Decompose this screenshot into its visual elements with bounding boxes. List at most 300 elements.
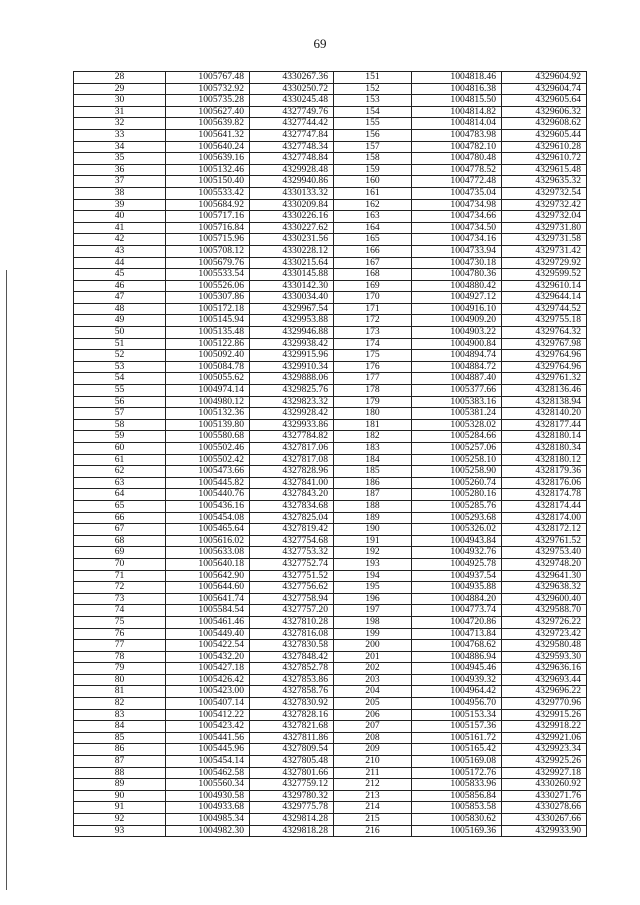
point-number-cell: 155: [334, 118, 412, 130]
x-coordinate-cell: 1005473.66: [166, 466, 250, 478]
x-coordinate-cell: 1005616.02: [166, 535, 250, 547]
point-number-cell: 36: [74, 164, 166, 176]
point-number-cell: 187: [334, 489, 412, 501]
point-number-cell: 201: [334, 651, 412, 663]
x-coordinate-cell: 1005462.58: [166, 767, 250, 779]
x-coordinate-cell: 1005153.34: [412, 709, 502, 721]
table-row: [74, 500, 587, 512]
x-coordinate-cell: 1004783.98: [412, 129, 502, 141]
y-coordinate-cell: 4329635.32: [502, 176, 587, 188]
x-coordinate-cell: 1004772.48: [412, 176, 502, 188]
table-row: [74, 350, 587, 362]
point-number-cell: 170: [334, 292, 412, 304]
point-number-cell: 172: [334, 315, 412, 327]
table-row: [74, 431, 587, 443]
table-row: [74, 628, 587, 640]
point-number-cell: 167: [334, 257, 412, 269]
x-coordinate-cell: 1004814.82: [412, 106, 502, 118]
point-number-cell: 198: [334, 616, 412, 628]
x-coordinate-cell: 1004778.52: [412, 164, 502, 176]
point-number-cell: 202: [334, 663, 412, 675]
y-coordinate-cell: 4329604.92: [502, 72, 587, 84]
point-number-cell: 58: [74, 419, 166, 431]
page-number: 69: [313, 36, 327, 51]
point-number-cell: 54: [74, 373, 166, 385]
point-number-cell: 184: [334, 454, 412, 466]
y-coordinate-cell: 4329605.44: [502, 129, 587, 141]
point-number-cell: 46: [74, 280, 166, 292]
y-coordinate-cell: 4328174.78: [502, 489, 587, 501]
x-coordinate-cell: 1005502.46: [166, 443, 250, 455]
x-coordinate-cell: 1005533.54: [166, 269, 250, 281]
x-coordinate-cell: 1005381.24: [412, 408, 502, 420]
x-coordinate-cell: 1005639.82: [166, 118, 250, 130]
y-coordinate-cell: 4329696.22: [502, 686, 587, 698]
point-number-cell: 214: [334, 802, 412, 814]
point-number-cell: 176: [334, 361, 412, 373]
y-coordinate-cell: 4329764.96: [502, 350, 587, 362]
point-number-cell: 194: [334, 570, 412, 582]
y-coordinate-cell: 4329921.06: [502, 732, 587, 744]
x-coordinate-cell: 1004974.14: [166, 385, 250, 397]
point-number-cell: 152: [334, 83, 412, 95]
x-coordinate-cell: 1005161.72: [412, 732, 502, 744]
y-coordinate-cell: 4328174.00: [502, 512, 587, 524]
y-coordinate-cell: 4329775.78: [250, 802, 334, 814]
x-coordinate-cell: 1005708.12: [166, 245, 250, 257]
table-row: [74, 129, 587, 141]
y-coordinate-cell: 4330267.36: [250, 72, 334, 84]
x-coordinate-cell: 1005422.54: [166, 640, 250, 652]
point-number-cell: 78: [74, 651, 166, 663]
table-row: [74, 280, 587, 292]
point-number-cell: 77: [74, 640, 166, 652]
point-number-cell: 165: [334, 234, 412, 246]
y-coordinate-cell: 4329780.32: [250, 790, 334, 802]
point-number-cell: 177: [334, 373, 412, 385]
point-number-cell: 49: [74, 315, 166, 327]
x-coordinate-cell: 1005293.68: [412, 512, 502, 524]
x-coordinate-cell: 1005284.66: [412, 431, 502, 443]
coordinates-table: [73, 71, 587, 837]
point-number-cell: 206: [334, 709, 412, 721]
x-coordinate-cell: 1005169.08: [412, 756, 502, 768]
table-row: [74, 187, 587, 199]
x-coordinate-cell: 1005326.02: [412, 524, 502, 536]
table-row: [74, 338, 587, 350]
y-coordinate-cell: 4329731.58: [502, 234, 587, 246]
x-coordinate-cell: 1004780.48: [412, 153, 502, 165]
y-coordinate-cell: 4327757.20: [250, 605, 334, 617]
point-number-cell: 28: [74, 72, 166, 84]
y-coordinate-cell: 4330250.72: [250, 83, 334, 95]
point-number-cell: 173: [334, 327, 412, 339]
point-number-cell: 55: [74, 385, 166, 397]
x-coordinate-cell: 1005642.90: [166, 570, 250, 582]
x-coordinate-cell: 1005641.32: [166, 129, 250, 141]
x-coordinate-cell: 1005449.40: [166, 628, 250, 640]
point-number-cell: 59: [74, 431, 166, 443]
y-coordinate-cell: 4328180.14: [502, 431, 587, 443]
x-coordinate-cell: 1005055.62: [166, 373, 250, 385]
y-coordinate-cell: 4329764.96: [502, 361, 587, 373]
y-coordinate-cell: 4329946.88: [250, 327, 334, 339]
table-row: [74, 558, 587, 570]
y-coordinate-cell: 4327756.62: [250, 582, 334, 594]
table-row: [74, 535, 587, 547]
point-number-cell: 40: [74, 211, 166, 223]
table-row: [74, 211, 587, 223]
point-number-cell: 66: [74, 512, 166, 524]
point-number-cell: 169: [334, 280, 412, 292]
x-coordinate-cell: 1004894.74: [412, 350, 502, 362]
y-coordinate-cell: 4329933.86: [250, 419, 334, 431]
table-row: [74, 779, 587, 791]
table-row: [74, 385, 587, 397]
point-number-cell: 31: [74, 106, 166, 118]
x-coordinate-cell: 1004903.22: [412, 327, 502, 339]
point-number-cell: 203: [334, 674, 412, 686]
point-number-cell: 156: [334, 129, 412, 141]
x-coordinate-cell: 1004956.70: [412, 698, 502, 710]
y-coordinate-cell: 4329761.52: [502, 535, 587, 547]
x-coordinate-cell: 1004816.38: [412, 83, 502, 95]
table-row: [74, 373, 587, 385]
table-row: [74, 605, 587, 617]
x-coordinate-cell: 1004734.98: [412, 199, 502, 211]
y-coordinate-cell: 4330034.40: [250, 292, 334, 304]
x-coordinate-cell: 1005169.36: [412, 825, 502, 837]
y-coordinate-cell: 4329641.30: [502, 570, 587, 582]
x-coordinate-cell: 1004818.46: [412, 72, 502, 84]
y-coordinate-cell: 4329818.28: [250, 825, 334, 837]
x-coordinate-cell: 1004713.84: [412, 628, 502, 640]
point-number-cell: 61: [74, 454, 166, 466]
y-coordinate-cell: 4328177.44: [502, 419, 587, 431]
table-row: [74, 83, 587, 95]
x-coordinate-cell: 1005461.46: [166, 616, 250, 628]
y-coordinate-cell: 4330145.88: [250, 269, 334, 281]
y-coordinate-cell: 4327828.16: [250, 709, 334, 721]
point-number-cell: 171: [334, 303, 412, 315]
point-number-cell: 207: [334, 721, 412, 733]
y-coordinate-cell: 4328140.20: [502, 408, 587, 420]
x-coordinate-cell: 1004916.10: [412, 303, 502, 315]
table-row: [74, 72, 587, 84]
y-coordinate-cell: 4329967.54: [250, 303, 334, 315]
y-coordinate-cell: 4330271.76: [502, 790, 587, 802]
y-coordinate-cell: 4327830.58: [250, 640, 334, 652]
x-coordinate-cell: 1005260.74: [412, 477, 502, 489]
point-number-cell: 92: [74, 814, 166, 826]
x-coordinate-cell: 1005584.54: [166, 605, 250, 617]
y-coordinate-cell: 4328179.36: [502, 466, 587, 478]
y-coordinate-cell: 4329938.42: [250, 338, 334, 350]
point-number-cell: 86: [74, 744, 166, 756]
point-number-cell: 83: [74, 709, 166, 721]
table-row: [74, 327, 587, 339]
x-coordinate-cell: 1005465.64: [166, 524, 250, 536]
x-coordinate-cell: 1004937.54: [412, 570, 502, 582]
y-coordinate-cell: 4327754.68: [250, 535, 334, 547]
x-coordinate-cell: 1004982.30: [166, 825, 250, 837]
y-coordinate-cell: 4329933.90: [502, 825, 587, 837]
table-row: [74, 732, 587, 744]
point-number-cell: 163: [334, 211, 412, 223]
y-coordinate-cell: 4329604.74: [502, 83, 587, 95]
y-coordinate-cell: 4329925.26: [502, 756, 587, 768]
y-coordinate-cell: 4327819.42: [250, 524, 334, 536]
y-coordinate-cell: 4327759.12: [250, 779, 334, 791]
point-number-cell: 52: [74, 350, 166, 362]
x-coordinate-cell: 1005502.42: [166, 454, 250, 466]
point-number-cell: 72: [74, 582, 166, 594]
point-number-cell: 168: [334, 269, 412, 281]
x-coordinate-cell: 1005258.90: [412, 466, 502, 478]
point-number-cell: 158: [334, 153, 412, 165]
point-number-cell: 93: [74, 825, 166, 837]
point-number-cell: 30: [74, 95, 166, 107]
point-number-cell: 84: [74, 721, 166, 733]
y-coordinate-cell: 4329599.52: [502, 269, 587, 281]
point-number-cell: 157: [334, 141, 412, 153]
y-coordinate-cell: 4328180.34: [502, 443, 587, 455]
y-coordinate-cell: 4328136.46: [502, 385, 587, 397]
y-coordinate-cell: 4328172.12: [502, 524, 587, 536]
table-row: [74, 802, 587, 814]
y-coordinate-cell: 4327811.86: [250, 732, 334, 744]
y-coordinate-cell: 4328174.44: [502, 500, 587, 512]
x-coordinate-cell: 1005132.46: [166, 164, 250, 176]
point-number-cell: 81: [74, 686, 166, 698]
x-coordinate-cell: 1004884.72: [412, 361, 502, 373]
point-number-cell: 56: [74, 396, 166, 408]
point-number-cell: 192: [334, 547, 412, 559]
y-coordinate-cell: 4330215.64: [250, 257, 334, 269]
y-coordinate-cell: 4329910.34: [250, 361, 334, 373]
x-coordinate-cell: 1005767.48: [166, 72, 250, 84]
point-number-cell: 32: [74, 118, 166, 130]
x-coordinate-cell: 1005856.84: [412, 790, 502, 802]
point-number-cell: 85: [74, 732, 166, 744]
y-coordinate-cell: 4327747.84: [250, 129, 334, 141]
point-number-cell: 42: [74, 234, 166, 246]
point-number-cell: 37: [74, 176, 166, 188]
point-number-cell: 68: [74, 535, 166, 547]
table-row: [74, 756, 587, 768]
table-row: [74, 408, 587, 420]
table-row: [74, 593, 587, 605]
x-coordinate-cell: 1005150.40: [166, 176, 250, 188]
point-number-cell: 185: [334, 466, 412, 478]
point-number-cell: 210: [334, 756, 412, 768]
point-number-cell: 216: [334, 825, 412, 837]
point-number-cell: 191: [334, 535, 412, 547]
x-coordinate-cell: 1005280.16: [412, 489, 502, 501]
x-coordinate-cell: 1004935.88: [412, 582, 502, 594]
y-coordinate-cell: 4327801.66: [250, 767, 334, 779]
y-coordinate-cell: 4329731.42: [502, 245, 587, 257]
y-coordinate-cell: 4327753.32: [250, 547, 334, 559]
point-number-cell: 182: [334, 431, 412, 443]
y-coordinate-cell: 4329928.48: [250, 164, 334, 176]
x-coordinate-cell: 1004773.74: [412, 605, 502, 617]
point-number-cell: 160: [334, 176, 412, 188]
x-coordinate-cell: 1005454.08: [166, 512, 250, 524]
point-number-cell: 79: [74, 663, 166, 675]
table-row: [74, 222, 587, 234]
point-number-cell: 60: [74, 443, 166, 455]
point-number-cell: 33: [74, 129, 166, 141]
point-number-cell: 76: [74, 628, 166, 640]
point-number-cell: 88: [74, 767, 166, 779]
x-coordinate-cell: 1005644.60: [166, 582, 250, 594]
x-coordinate-cell: 1005715.96: [166, 234, 250, 246]
point-number-cell: 200: [334, 640, 412, 652]
y-coordinate-cell: 4327821.68: [250, 721, 334, 733]
y-coordinate-cell: 4329615.48: [502, 164, 587, 176]
y-coordinate-cell: 4330209.84: [250, 199, 334, 211]
y-coordinate-cell: 4329915.26: [502, 709, 587, 721]
table-row: [74, 512, 587, 524]
x-coordinate-cell: 1005377.66: [412, 385, 502, 397]
table-row: [74, 245, 587, 257]
x-coordinate-cell: 1005560.34: [166, 779, 250, 791]
y-coordinate-cell: 4329693.44: [502, 674, 587, 686]
point-number-cell: 47: [74, 292, 166, 304]
point-number-cell: 80: [74, 674, 166, 686]
point-number-cell: 64: [74, 489, 166, 501]
x-coordinate-cell: 1005307.86: [166, 292, 250, 304]
y-coordinate-cell: 4327848.42: [250, 651, 334, 663]
x-coordinate-cell: 1005139.80: [166, 419, 250, 431]
y-coordinate-cell: 4329580.48: [502, 640, 587, 652]
y-coordinate-cell: 4329940.86: [250, 176, 334, 188]
y-coordinate-cell: 4329731.80: [502, 222, 587, 234]
point-number-cell: 69: [74, 547, 166, 559]
point-number-cell: 57: [74, 408, 166, 420]
x-coordinate-cell: 1005641.74: [166, 593, 250, 605]
table-row: [74, 709, 587, 721]
table-row: [74, 790, 587, 802]
point-number-cell: 45: [74, 269, 166, 281]
x-coordinate-cell: 1005427.18: [166, 663, 250, 675]
point-number-cell: 215: [334, 814, 412, 826]
point-number-cell: 53: [74, 361, 166, 373]
table-row: [74, 234, 587, 246]
x-coordinate-cell: 1004734.50: [412, 222, 502, 234]
table-row: [74, 767, 587, 779]
table-row: [74, 524, 587, 536]
y-coordinate-cell: 4327805.48: [250, 756, 334, 768]
x-coordinate-cell: 1005084.78: [166, 361, 250, 373]
y-coordinate-cell: 4329588.70: [502, 605, 587, 617]
table-row: [74, 466, 587, 478]
y-coordinate-cell: 4329814.28: [250, 814, 334, 826]
table-row: [74, 698, 587, 710]
y-coordinate-cell: 4330260.92: [502, 779, 587, 791]
x-coordinate-cell: 1005640.24: [166, 141, 250, 153]
y-coordinate-cell: 4327744.42: [250, 118, 334, 130]
x-coordinate-cell: 1005426.42: [166, 674, 250, 686]
point-number-cell: 175: [334, 350, 412, 362]
point-number-cell: 199: [334, 628, 412, 640]
y-coordinate-cell: 4329753.40: [502, 547, 587, 559]
x-coordinate-cell: 1005732.92: [166, 83, 250, 95]
point-number-cell: 89: [74, 779, 166, 791]
y-coordinate-cell: 4330142.30: [250, 280, 334, 292]
y-coordinate-cell: 4329638.32: [502, 582, 587, 594]
y-coordinate-cell: 4329593.30: [502, 651, 587, 663]
page-edge-rule: [6, 270, 7, 890]
y-coordinate-cell: 4327751.52: [250, 570, 334, 582]
x-coordinate-cell: 1005716.84: [166, 222, 250, 234]
table-row: [74, 106, 587, 118]
y-coordinate-cell: 4327810.28: [250, 616, 334, 628]
y-coordinate-cell: 4330228.12: [250, 245, 334, 257]
y-coordinate-cell: 4329644.14: [502, 292, 587, 304]
x-coordinate-cell: 1005633.08: [166, 547, 250, 559]
point-number-cell: 74: [74, 605, 166, 617]
point-number-cell: 179: [334, 396, 412, 408]
point-number-cell: 162: [334, 199, 412, 211]
x-coordinate-cell: 1005172.76: [412, 767, 502, 779]
x-coordinate-cell: 1005580.68: [166, 431, 250, 443]
x-coordinate-cell: 1005122.86: [166, 338, 250, 350]
point-number-cell: 166: [334, 245, 412, 257]
x-coordinate-cell: 1005454.14: [166, 756, 250, 768]
point-number-cell: 38: [74, 187, 166, 199]
table-row: [74, 269, 587, 281]
x-coordinate-cell: 1004887.40: [412, 373, 502, 385]
table-row: [74, 315, 587, 327]
x-coordinate-cell: 1005684.92: [166, 199, 250, 211]
y-coordinate-cell: 4327784.82: [250, 431, 334, 443]
point-number-cell: 91: [74, 802, 166, 814]
table-row: [74, 257, 587, 269]
point-number-cell: 213: [334, 790, 412, 802]
x-coordinate-cell: 1005445.82: [166, 477, 250, 489]
table-row: [74, 419, 587, 431]
point-number-cell: 178: [334, 385, 412, 397]
x-coordinate-cell: 1005132.36: [166, 408, 250, 420]
point-number-cell: 205: [334, 698, 412, 710]
y-coordinate-cell: 4327748.34: [250, 141, 334, 153]
y-coordinate-cell: 4329953.88: [250, 315, 334, 327]
point-number-cell: 63: [74, 477, 166, 489]
x-coordinate-cell: 1005833.96: [412, 779, 502, 791]
point-number-cell: 75: [74, 616, 166, 628]
x-coordinate-cell: 1004880.42: [412, 280, 502, 292]
y-coordinate-cell: 4329764.32: [502, 327, 587, 339]
point-number-cell: 48: [74, 303, 166, 315]
x-coordinate-cell: 1005640.18: [166, 558, 250, 570]
y-coordinate-cell: 4327830.92: [250, 698, 334, 710]
x-coordinate-cell: 1005328.02: [412, 419, 502, 431]
table-row: [74, 199, 587, 211]
x-coordinate-cell: 1004930.58: [166, 790, 250, 802]
table-row: [74, 570, 587, 582]
y-coordinate-cell: 4330133.32: [250, 187, 334, 199]
x-coordinate-cell: 1004733.94: [412, 245, 502, 257]
x-coordinate-cell: 1004884.20: [412, 593, 502, 605]
y-coordinate-cell: 4329636.16: [502, 663, 587, 675]
table-row: [74, 176, 587, 188]
point-number-cell: 153: [334, 95, 412, 107]
point-number-cell: 197: [334, 605, 412, 617]
y-coordinate-cell: 4329928.42: [250, 408, 334, 420]
x-coordinate-cell: 1004782.10: [412, 141, 502, 153]
